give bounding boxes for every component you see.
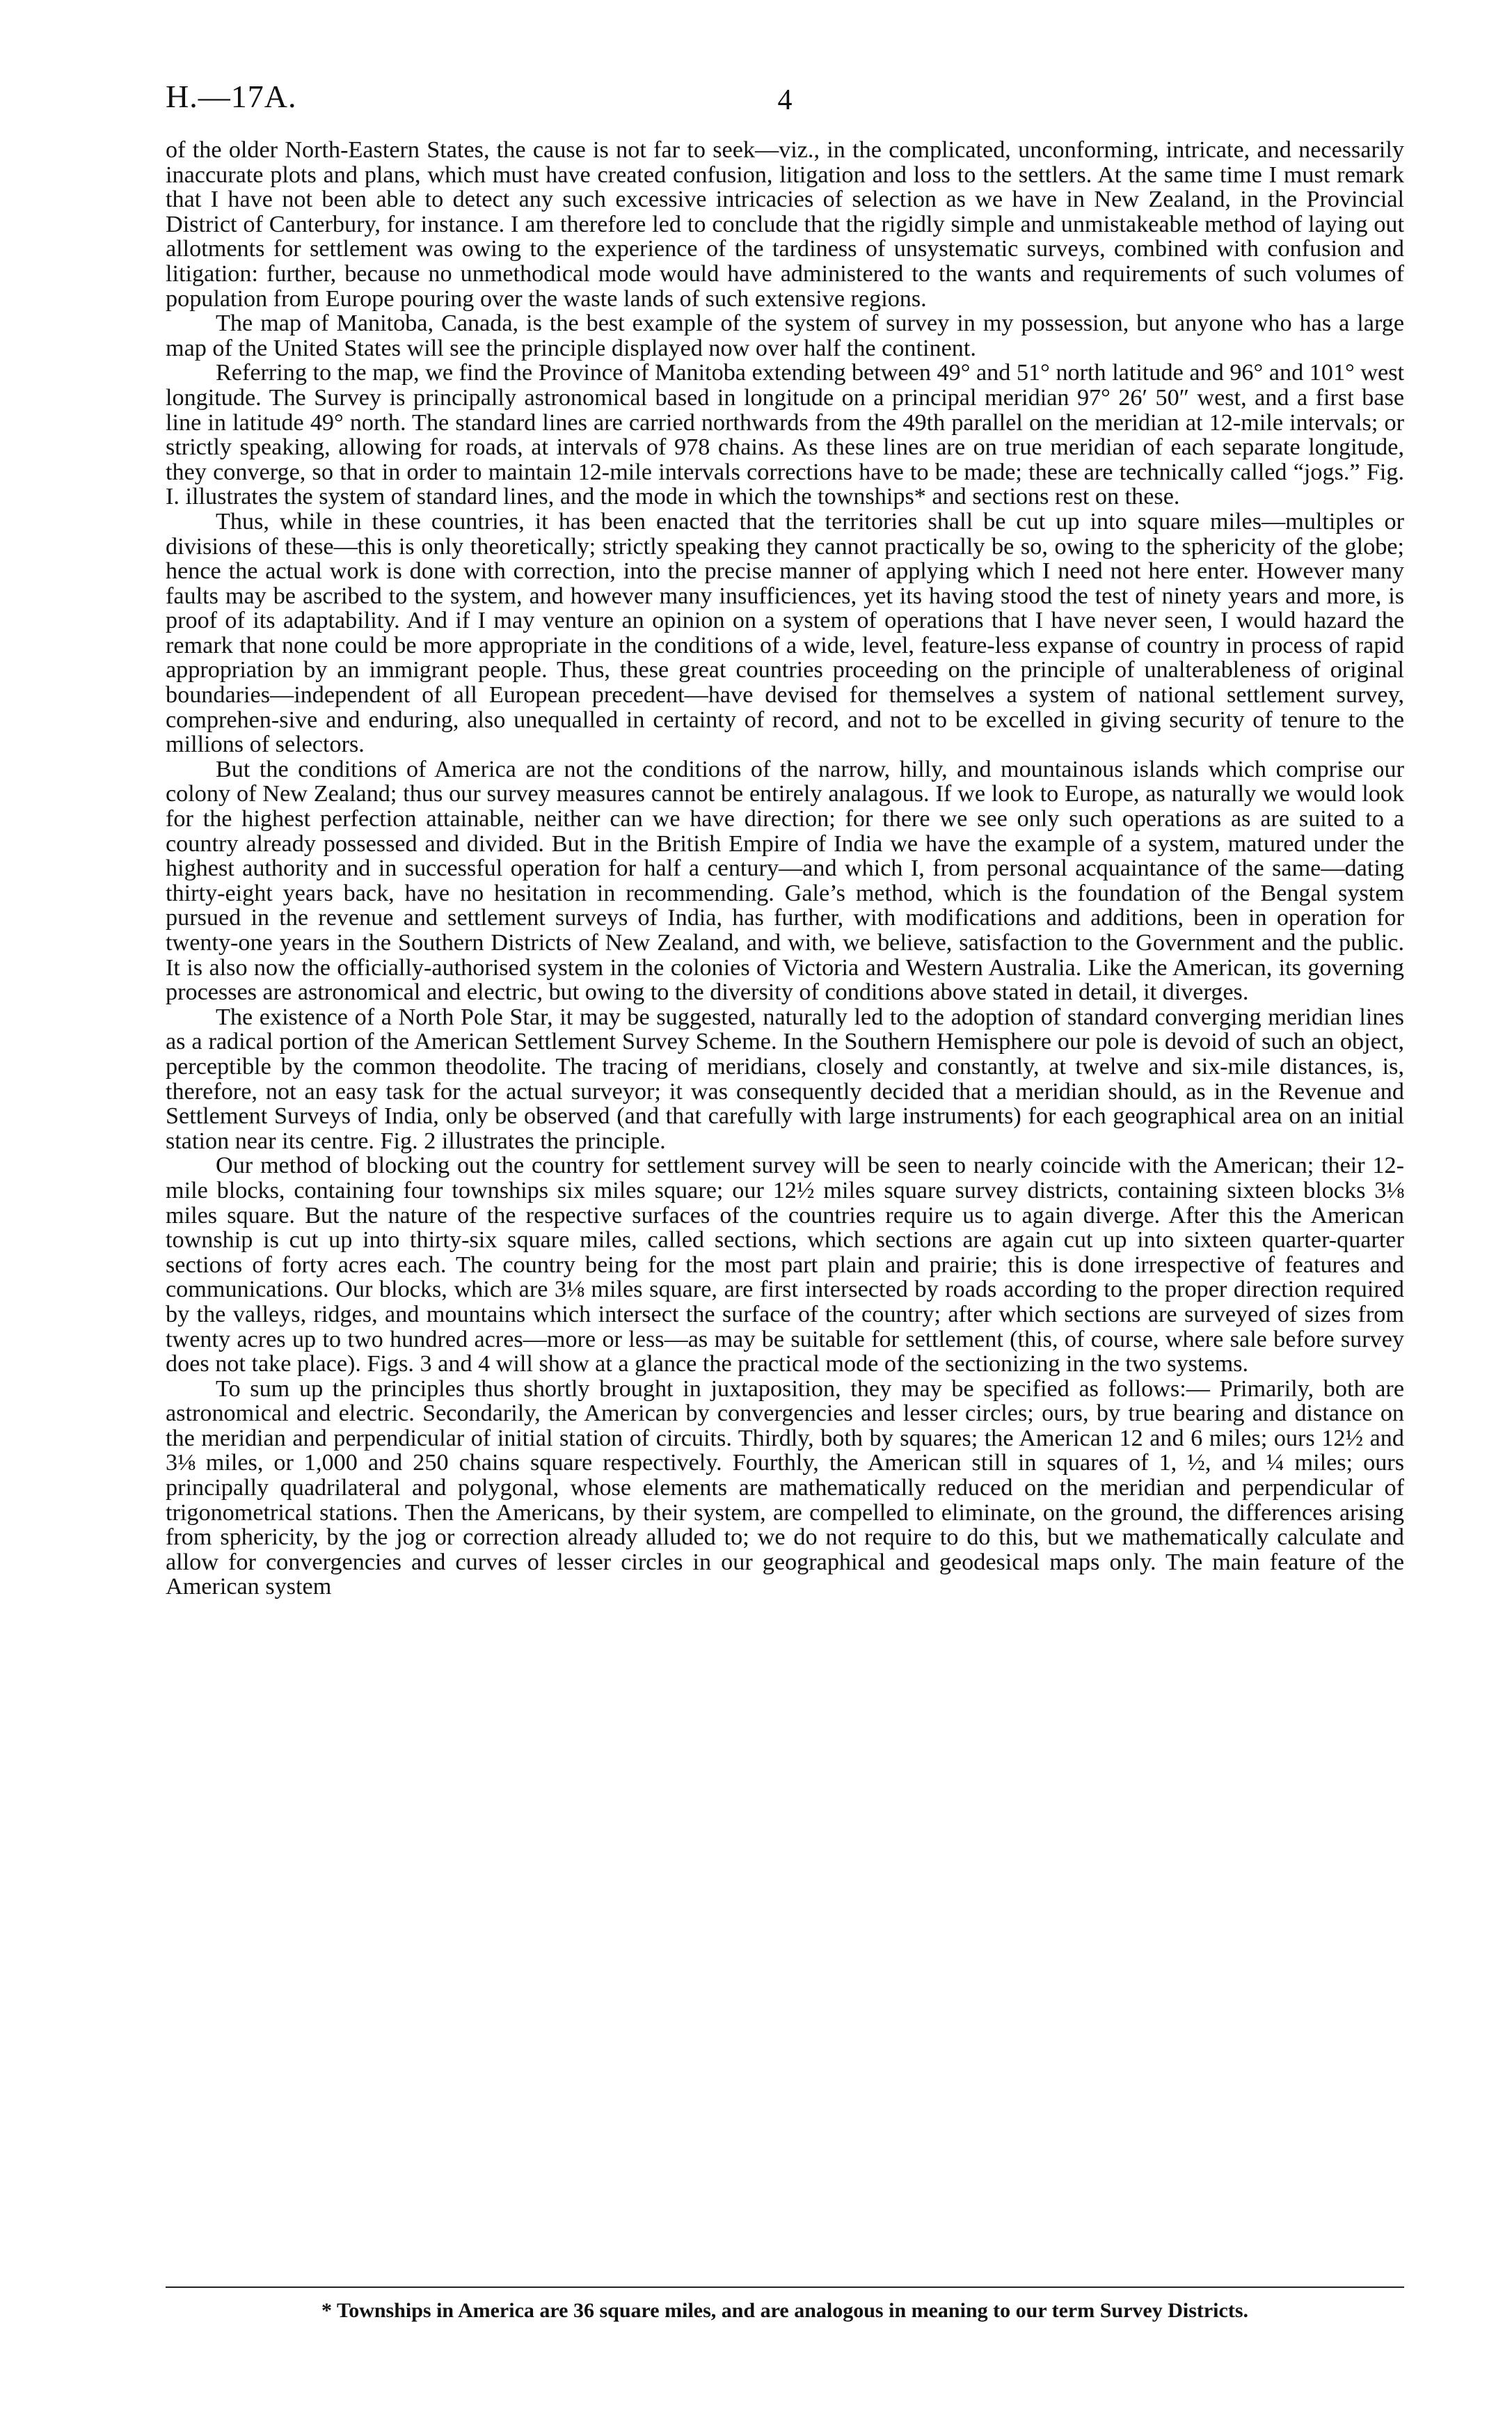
paragraph-2: The map of Manitoba, Canada, is the best example of the system of survey in my possession, but anyone who has a large map of the United States will see the principle displayed now over half the continent. xyxy=(166,310,1404,361)
paragraph-1: of the older North-Eastern States, the cause is not far to seek—viz., in the complicated, unconforming, intricate, and necessarily inaccurate plots and plans, which must have created confusion, litigation and loss to the settlers. At the same time I must remark that I have not been able to detect any such excessive intricacies of selection as we have in New Zealand, in the Provincial District of Canterbury, for instance. I am therefore led to conclude that the rigidly simple and unmistakeable method of laying out allotments for settlement was owing to the experience of the tardiness of unsystematic surveys, combined with confusion and litigation: further, because no unmethodical mode would have administered to the wants and requirements of such volumes of population from Europe pouring over the waste lands of such extensive regions. xyxy=(166,137,1404,312)
footnote: * Townships in America are 36 square miles, and are analogous in meaning to our term Survey Districts. xyxy=(321,2299,1248,2322)
footnote-divider xyxy=(166,2286,1404,2288)
body-text xyxy=(166,138,1404,1599)
paragraph-3: Referring to the map, we find the Province of Manitoba extending between 49° and 51° north latitude and 96° and 101° west longitude. The Survey is principally astronomical based in longitude on a principal meridian 97° 26′ 50″ west, and a first base line in latitude 49° north. The standard lines are carried northwards from the 49th parallel on the meridian at 12-mile intervals; or strictly speaking, allowing for roads, at intervals of 978 chains. As these lines are on true meridian of each separate longitude, they converge, so that in order to maintain 12-mile intervals corrections have to be made; these are technically called “jogs.” Fig. I. illustrates the system of standard lines, and the mode in which the townships* and sections rest on these. xyxy=(166,360,1404,510)
paragraph-6: The existence of a North Pole Star, it may be suggested, naturally led to the adoption of standard converging meridian lines as a radical portion of the American Settlement Survey Scheme. In the Southern Hemisphere our pole is devoid of such an object, perceptible by the common theodolite. The tracing of meridians, closely and constantly, at twelve and six-mile distances, is, therefore, not an easy task for the actual surveyor; it was consequently decided that a meridian should, as in the Revenue and Settlement Surveys of India, only be observed (and that carefully with large instruments) for each geographical area on an initial station near its centre. Fig. 2 illustrates the principle. xyxy=(166,1004,1404,1154)
paragraph-5: But the conditions of America are not the conditions of the narrow, hilly, and mountainous islands which comprise our colony of New Zealand; thus our survey measures cannot be entirely analagous. If we look to Europe, as naturally we would look for the highest perfection attainable, neither can we have direction; for there we see only such operations as are suited to a country already possessed and divided. But in the British Empire of India we have the example of a system, matured under the highest authority and in successful operation for half a century—and which I, from personal acquaintance of the same—dating thirty-eight years back, have no hesitation in recommending. Gale’s method, which is the foundation of the Bengal system pursued in the revenue and settlement surveys of India, has further, with modifications and additions, been in operation for twenty-one years in the Southern Districts of New Zealand, and with, we believe, satisfaction to the Government and the public. It is also now the officially-authorised system in the colonies of Victoria and Western Australia. Like the American, its governing processes are astronomical and electric, but owing to the diversity of conditions above stated in detail, it diverges. xyxy=(166,756,1404,1006)
paragraph-8: To sum up the principles thus shortly brought in juxtaposition, they may be specified as follows:— Primarily, both are astronomical and electric. Secondarily, the American by convergencies and lesser circles; ours, by true bearing and distance on the meridian and perpendicular of initial station of circuits. Thirdly, both by squares; the American 12 and 6 miles; ours 12½ and 3⅛ miles, or 1,000 and 250 chains square respectively. Fourthly, the American still in squares of 1, ½, and ¼ miles; ours principally quadrilateral and polygonal, whose elements are mathematically reduced on the meridian and perpendicular of trigonometrical stations. Then the Americans, by their system, are compelled to eliminate, on the ground, the differences arising from sphericity, by the jog or correction already alluded to; we do not require to do this, but we mathematically calculate and allow for convergencies and curves of lesser circles in our geographical and geodesical maps only. The main feature of the American system xyxy=(166,1375,1404,1600)
document-reference: H.—17A. xyxy=(166,79,297,114)
page-header xyxy=(166,78,1404,127)
paragraph-7: Our method of blocking out the country for settlement survey will be seen to nearly coincide with the American; their 12-mile blocks, containing four townships six miles square; our 12½ miles square survey districts, containing sixteen blocks 3⅛ miles square. But the nature of the respective surfaces of the countries require us to again diverge. After this the American township is cut up into thirty-six square miles, called sections, which sections are again cut up into sixteen quarter-quarter sections of forty acres each. The country being for the most part plain and prairie; this is done irrespective of features and communications. Our blocks, which are 3⅛ miles square, are first intersected by roads according to the proper direction required by the valleys, ridges, and mountains which intersect the surface of the country; after which sections are surveyed of sizes from twenty acres up to two hundred acres—more or less—as may be suitable for settlement (this, of course, where sale before survey does not take place). Figs. 3 and 4 will show at a glance the practical mode of the sectionizing in the two systems. xyxy=(166,1153,1404,1377)
page-number: 4 xyxy=(777,84,793,116)
paragraph-4: Thus, while in these countries, it has been enacted that the territories shall be cut up into square miles—multiples or divisions of these—this is only theoretically; strictly speaking they cannot practically be so, owing to the sphericity of the globe; hence the actual work is done with correction, into the precise manner of applying which I need not here enter. However many faults may be ascribed to the system, and however many insufficiences, yet its having stood the test of ninety years and more, is proof of its adaptability. And if I may venture an opinion on a system of operations that I have never seen, I would hazard the remark that none could be more appropriate in the conditions of a wide, level, feature-less expanse of country in process of rapid appropriation by an immigrant people. Thus, these great countries proceeding on the principle of unalterableness of original boundaries—independent of all European precedent—have devised for themselves a system of national settlement survey, comprehen-sive and enduring, also unequalled in certainty of record, and not to be excelled in giving security of tenure to the millions of selectors. xyxy=(166,508,1404,758)
